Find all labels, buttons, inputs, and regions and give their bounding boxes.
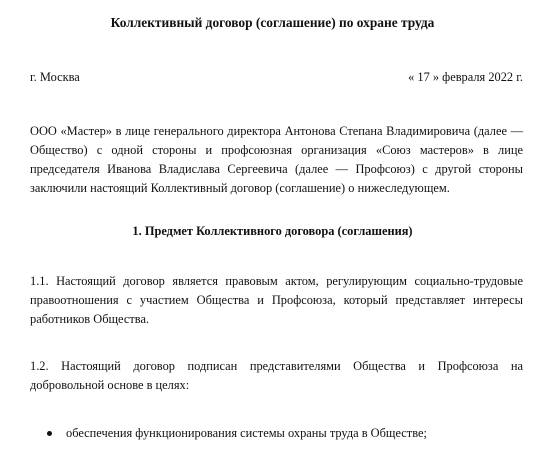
list-item-text: обеспечения функционирования системы охраны труда в Обществе; (66, 426, 427, 440)
city-label: г. Москва (30, 70, 80, 84)
clause-1-1: 1.1. Настоящий договор является правовым актом, регулирующим социально-трудовые правоотношения с участием Общества и Профсоюза, который представляет интересы работников Общества. (30, 274, 523, 326)
date-label: « 17 » февраля 2022 г. (408, 70, 523, 84)
clause-1-2: 1.2. Настоящий договор подписан представителями Общества и Профсоюза на добровольной основе в целях: (30, 359, 523, 392)
intro-paragraph: ООО «Мастер» в лице генерального директора Антонова Степана Владимировича (далее — Общество) с одной стороны и профсоюзная организация «Союз мастеров» в лице председателя Иванова Владислава Сергеевича (далее — Профсоюз) с другой стороны заключили настоящий Коллективный договор (соглашение) о нижеследующем. (30, 124, 523, 195)
list-item (47, 426, 427, 441)
document-title: Коллективный договор (соглашение) по охране труда (110, 15, 435, 30)
bullet-icon (47, 431, 52, 436)
section-heading: 1. Предмет Коллективного договора (соглашения) (132, 224, 413, 238)
